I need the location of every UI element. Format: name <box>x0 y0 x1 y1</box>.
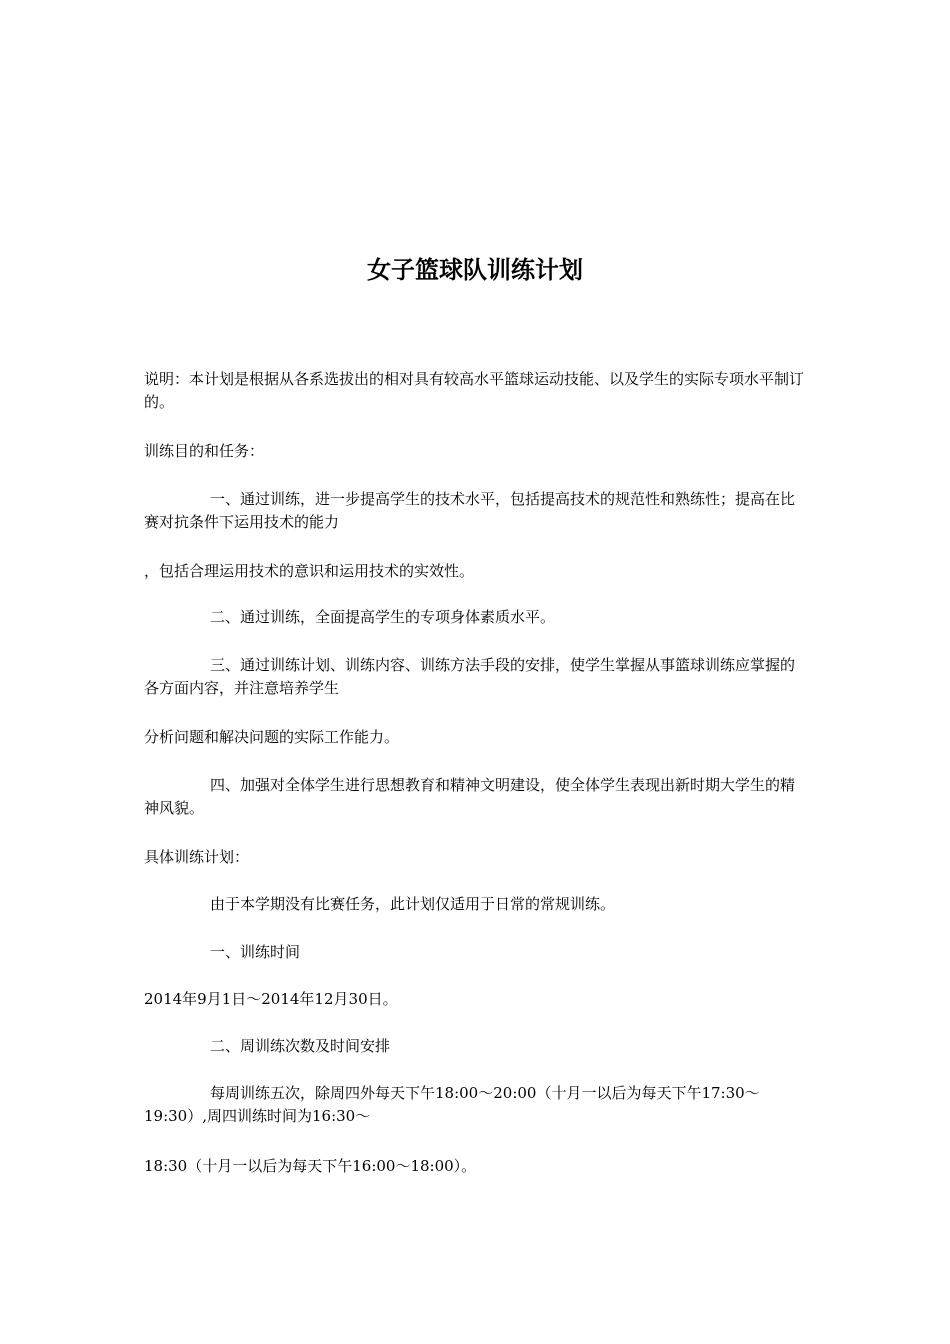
paragraph-goal-4: 四、加强对全体学生进行思想教育和精神文明建设，使全体学生表现出新时期大学生的精神风貌。 <box>144 776 796 817</box>
paragraph-plan-note: 由于本学期没有比赛任务，此计划仅适用于日常的常规训练。 <box>210 895 616 913</box>
paragraph-schedule: 每周训练五次，除周四外每天下午18:00～20:00（十月一以后为每天下午17:30～19:30）,周四训练时间为16:30～ <box>144 1084 760 1125</box>
paragraph-goal-3-cont: 分析问题和解决问题的实际工作能力。 <box>144 728 400 746</box>
document-title: 女子篮球队训练计划 <box>367 256 583 284</box>
paragraph-time-range: 2014年9月1日～2014年12月30日。 <box>144 990 398 1008</box>
paragraph-intro: 说明：本计划是根据从各系选拔出的相对具有较高水平篮球运动技能、以及学生的实际专项水平制订的。 <box>144 370 805 411</box>
paragraph-goal-1-cont: ，包括合理运用技术的意识和运用技术的实效性。 <box>144 562 475 580</box>
paragraph-time-heading: 一、训练时间 <box>210 943 301 961</box>
paragraph-plan-heading: 具体训练计划： <box>144 848 250 866</box>
paragraph-goal-1: 一、通过训练，进一步提高学生的技术水平，包括提高技术的规范性和熟练性；提高在比赛对抗条件下运用技术的能力 <box>144 490 796 531</box>
paragraph-schedule-cont: 18:30（十月一以后为每天下午16:00～18:00）。 <box>144 1157 477 1175</box>
paragraph-schedule-heading: 二、周训练次数及时间安排 <box>210 1037 391 1055</box>
paragraph-goal-2: 二、通过训练，全面提高学生的专项身体素质水平。 <box>210 608 556 626</box>
paragraph-goal-3: 三、通过训练计划、训练内容、训练方法手段的安排，使学生掌握从事篮球训练应掌握的各方面内容，并注意培养学生 <box>144 656 796 697</box>
paragraph-goals-heading: 训练目的和任务： <box>144 442 265 460</box>
